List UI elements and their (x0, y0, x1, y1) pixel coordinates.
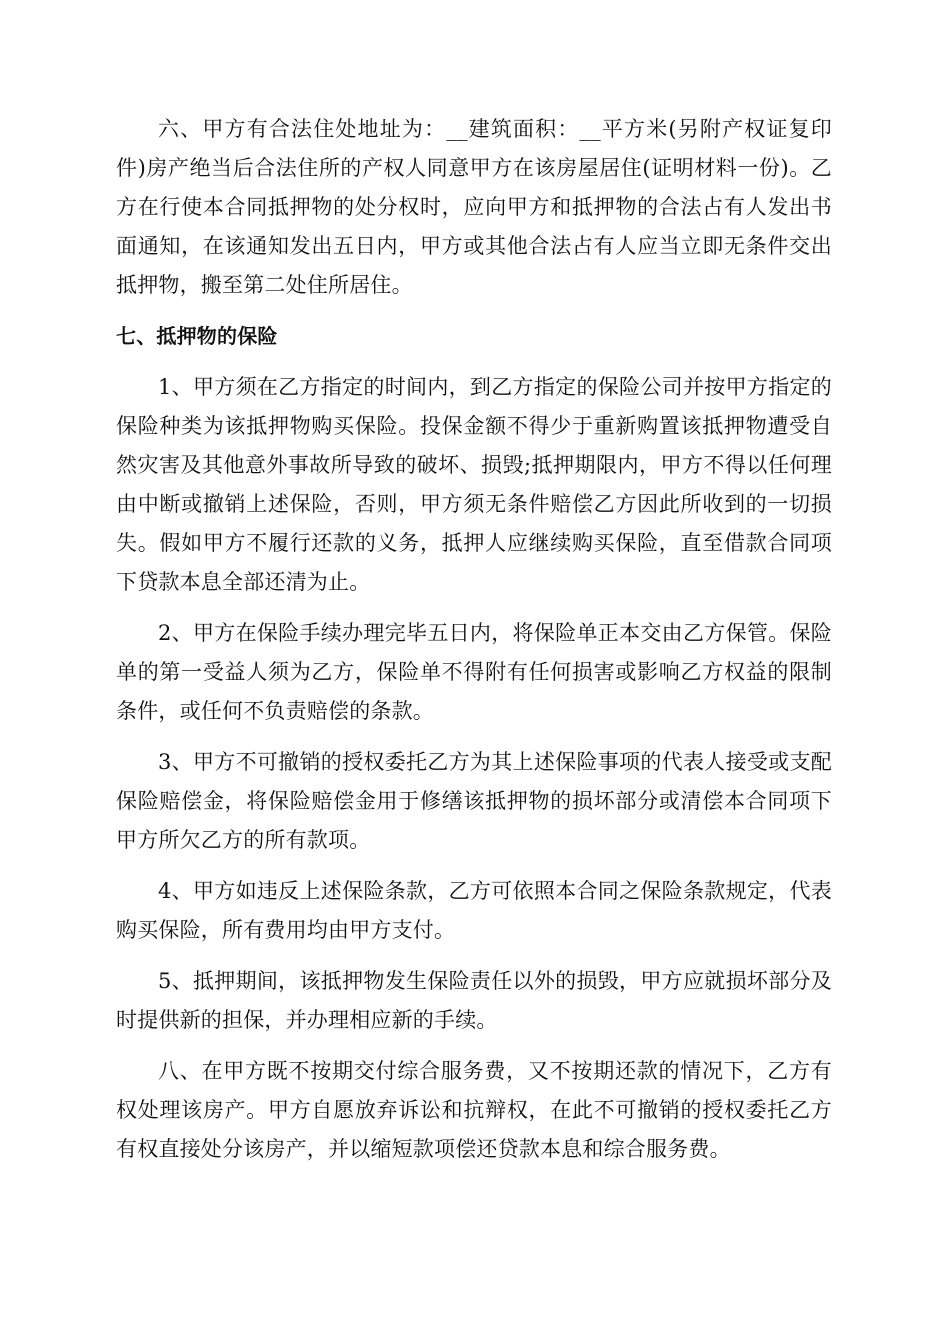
section-7-heading: 七、抵押物的保险 (116, 324, 278, 348)
document-page (116, 110, 832, 1181)
section-7-item-1: 1、甲方须在乙方指定的时间内，到乙方指定的保险公司并按甲方指定的保险种类为该抵押物购买保险。投保金额不得少于重新购置该抵押物遭受自然灾害及其他意外事故所导致的破坏、损毁;抵押期限内，甲方不得以任何理由中断或撤销上述保险，否则，甲方须无条件赔偿乙方因此所收到的一切损失。假如甲方不履行还款的义务，抵押人应继续购买保险，直至借款合同项下贷款本息全部还清为止。 (116, 375, 832, 594)
clause-8-paragraph: 八、在甲方既不按期交付综合服务费，又不按期还款的情况下，乙方有权处理该房产。甲方自愿放弃诉讼和抗辩权，在此不可撤销的授权委托乙方有权直接处分该房产，并以缩短款项偿还贷款本息和综合服务费。 (116, 1059, 832, 1161)
section-7-item-2: 2、甲方在保险手续办理完毕五日内，将保险单正本交由乙方保管。保险单的第一受益人须为乙方，保险单不得附有任何损害或影响乙方权益的限制条件，或任何不负责赔偿的条款。 (116, 621, 832, 723)
section-7-item-3: 3、甲方不可撤销的授权委托乙方为其上述保险事项的代表人接受或支配保险赔偿金，将保险赔偿金用于修缮该抵押物的损坏部分或清偿本合同项下甲方所欠乙方的所有款项。 (116, 750, 832, 852)
clause-6-paragraph: 六、甲方有合法住处地址为：__建筑面积：__平方米(另附产权证复印件)房产绝当后合法住所的产权人同意甲方在该房屋居住(证明材料一份)。乙方在行使本合同抵押物的处分权时，应向甲方和抵押物的合法占有人发出书面通知，在该通知发出五日内，甲方或其他合法占有人应当立即无条件交出抵押物，搬至第二处住所居住。 (116, 117, 832, 297)
section-7-item-4: 4、甲方如违反上述保险条款，乙方可依照本合同之保险条款规定，代表购买保险，所有费用均由甲方支付。 (116, 879, 832, 942)
section-7-item-5: 5、抵押期间，该抵押物发生保险责任以外的损毁，甲方应就损坏部分及时提供新的担保，并办理相应新的手续。 (116, 969, 832, 1032)
